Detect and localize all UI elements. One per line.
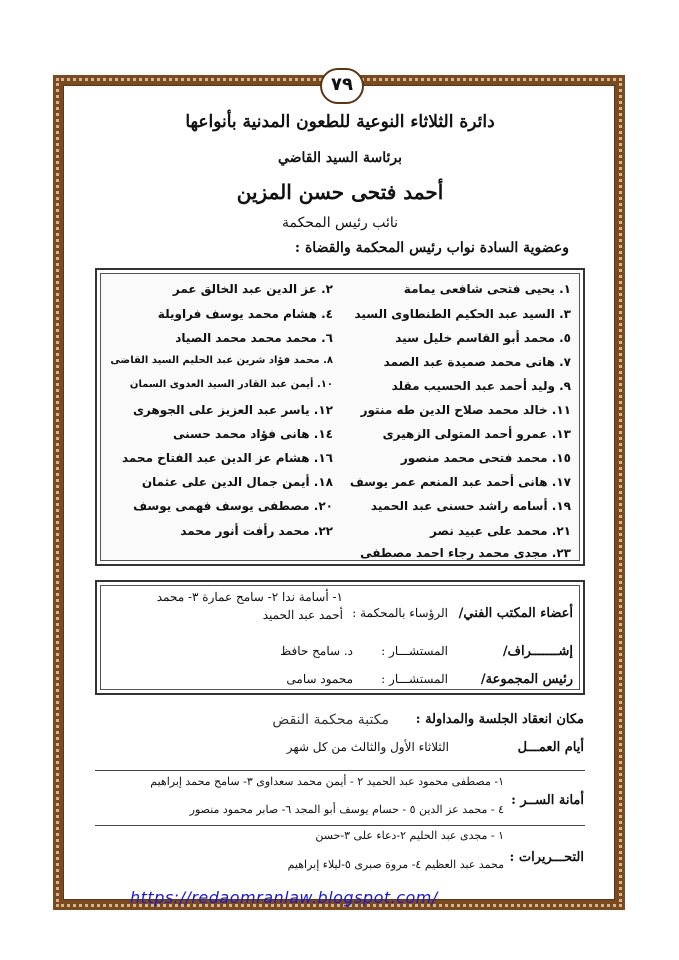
member-row: ٢٠. مصطفى يوسف فهمى يوسف: [133, 499, 333, 513]
divider: [95, 770, 585, 771]
blog-url-watermark[interactable]: https://redaomranlaw.blogspot.com/: [130, 888, 438, 907]
member-row: ١٨. أيمن جمال الدين على عثمان: [141, 475, 333, 489]
member-row: ٧. هانى محمد صميدة عبد الصمد: [383, 355, 571, 369]
judge-title: نائب رئيس المحكمة: [281, 215, 399, 231]
work-days-value: الثلاثاء الأول والثالث من كل شهر: [286, 740, 449, 754]
member-row: ١٦. هشام عز الدين عبد الفتاح محمد: [121, 451, 333, 465]
circuit-title: دائرة الثلاثاء النوعية للطعون المدنية بأنواعها: [185, 112, 495, 132]
group-head-role: المستشـــار :: [381, 672, 448, 686]
presidency-label: برئاسة السيد القاضي: [277, 150, 403, 166]
membership-label: وعضوية السادة نواب رئيس المحكمة والقضاة :: [294, 240, 569, 256]
member-row: ٣. السيد عبد الحكيم الطنطاوى السيد: [354, 307, 571, 321]
member-row: ١٥. محمد فتحى محمد منصور: [400, 451, 571, 465]
judge-name: أحمد فتحى حسن المزين: [236, 180, 444, 204]
supervision-role: المستشـــار :: [381, 644, 448, 658]
secretariat-line-1: ١- مصطفى محمود عبد الحميد ٢ - أيمن محمد سعداوى ٣- سامح محمد إبراهيم: [150, 775, 504, 788]
technical-office-label: أعضاء المكتب الفني/: [458, 606, 573, 621]
member-row: ٨. محمد فؤاد شرين عبد الحليم السيد القاضى: [110, 355, 333, 366]
supervision-label: إشـــــــراف/: [502, 644, 573, 659]
secretariat-label: أمانة الســر :: [511, 793, 584, 808]
member-row: ١٠. أيمن عبد القادر السيد العدوى السمان: [129, 379, 333, 390]
members-box: [95, 268, 585, 566]
member-row: ٤. هشام محمد يوسف فراويلة: [157, 307, 333, 321]
member-row: ٦. محمد محمد محمد الصياد: [175, 331, 333, 345]
member-row: ٢٣. مجدى محمد رجاء احمد مصطفى: [360, 546, 571, 560]
group-head-label: رئيس المجموعة/: [480, 672, 573, 687]
member-row: ١٤. هانى فؤاد محمد حسنى: [172, 427, 333, 441]
member-row: ١٣. عمرو أحمد المتولى الزهيرى: [382, 427, 571, 441]
editorial-label: التحـــريرات :: [509, 850, 584, 865]
member-row: ٥. محمد أبو القاسم خليل سيد: [395, 331, 571, 345]
member-row: ١٩. أسامه راشد حسنى عبد الحميد: [370, 499, 571, 513]
secretariat-line-2: ٤ - محمد عز الدين ٥ - حسام يوسف أبو المجد ٦- صابر محمود منصور: [189, 803, 504, 816]
work-days-label: أيام العمـــل: [517, 740, 584, 755]
member-row: ٩. وليد أحمد عبد الحسيب مقلد: [391, 379, 571, 393]
member-row: ١. يحيى فتحى شافعى يمامة: [403, 282, 571, 296]
technical-office-box: [95, 580, 585, 695]
session-place-value: مكتبة محكمة النقض: [272, 712, 389, 728]
member-row: ٢٢. محمد رأفت أنور محمد: [180, 524, 333, 538]
member-row: ٢١. محمد على عبيد نصر: [430, 524, 571, 538]
member-row: ٢. عز الدين عبد الخالق عمر: [172, 282, 333, 296]
group-head-name: محمود سامى: [286, 672, 353, 686]
technical-office-role: الرؤساء بالمحكمة :: [352, 606, 448, 620]
editorial-line-2: محمد عبد العظيم ٤- مروة صبرى ٥-ليلاء إبراهيم: [287, 858, 504, 871]
editorial-line-1: ١ - مجدى عبد الحليم ٢-دعاء على ٣-حسن: [315, 829, 504, 842]
technical-office-names: ١- أسامة ندا ٢- سامح عمارة ٣- محمد أحمد عبد الحميد: [156, 590, 343, 622]
member-row: ١١. خالد محمد صلاح الدين طه منتور: [360, 403, 571, 417]
member-row: ١٧. هانى أحمد عبد المنعم عمر يوسف: [349, 475, 571, 489]
divider: [95, 825, 585, 826]
member-row: ١٢. ياسر عبد العزيز على الجوهرى: [132, 403, 333, 417]
page-number: ٧٩: [320, 68, 364, 104]
session-place-label: مكان انعقاد الجلسة والمداولة :: [415, 712, 584, 727]
supervision-name: د. سامح حافظ: [280, 644, 353, 658]
